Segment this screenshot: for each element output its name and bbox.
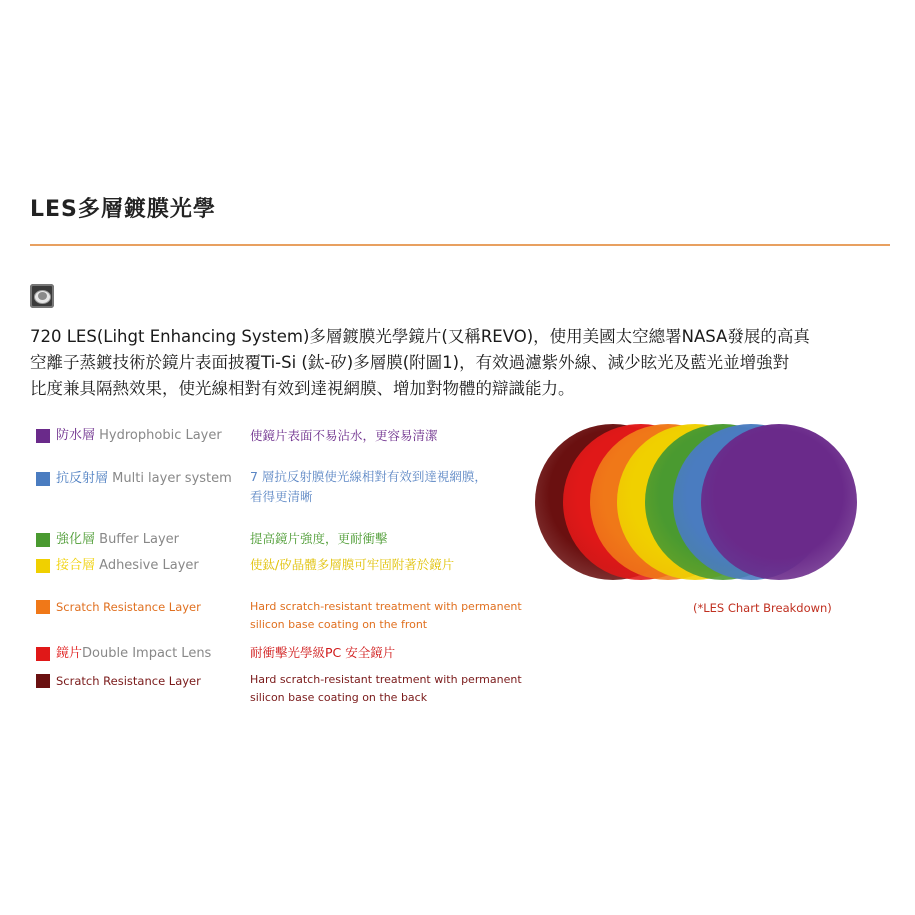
layer-label bbox=[56, 671, 201, 691]
layer-label bbox=[56, 426, 222, 446]
chart-caption: (*LES Chart Breakdown) bbox=[693, 601, 832, 615]
intro-line: 720 LES(Lihgt Enhancing System)多層鍍膜光學鏡片(又稱REVO)，使用美國太空總署NASA發展的高真 bbox=[30, 327, 810, 346]
intro-line: 空離子蒸鍍技術於鏡片表面披覆Ti-Si (鈦-矽)多層膜(附圖1)，有效過濾紫外線、減少眩光及藍光並增強對 bbox=[30, 353, 790, 372]
layer-desc-adhesive bbox=[250, 555, 540, 575]
lens-icon bbox=[30, 284, 54, 308]
layer-label bbox=[56, 556, 199, 576]
les-layer-chart bbox=[535, 424, 865, 584]
desc-line: 提高鏡片強度，更耐衝擊 bbox=[250, 531, 388, 546]
intro-line: 比度兼具隔熱效果，使光線相對有效到達視網膜、增加對物體的辯識能力。 bbox=[30, 379, 575, 398]
layer-desc-buffer bbox=[250, 529, 540, 549]
swatch-blue bbox=[36, 472, 50, 486]
desc-line: 使鈦/矽晶體多層膜可牢固附著於鏡片 bbox=[250, 557, 455, 572]
layer-label-en: Scratch Resistance Layer bbox=[56, 674, 201, 688]
desc-line: Hard scratch-resistant treatment with permanent bbox=[250, 600, 522, 613]
layer-label-en: Scratch Resistance Layer bbox=[56, 600, 201, 614]
swatch-dark-red bbox=[36, 674, 50, 688]
layer-label-en: Adhesive Layer bbox=[95, 558, 199, 573]
swatch-purple bbox=[36, 429, 50, 443]
desc-line: silicon base coating on the front bbox=[250, 618, 428, 631]
layer-label-en: Multi layer system bbox=[108, 471, 232, 486]
layer-desc-anti-reflection bbox=[250, 467, 540, 507]
layer-label bbox=[56, 469, 232, 489]
layer-label-en: Buffer Layer bbox=[95, 532, 179, 547]
layer-desc-hydrophobic bbox=[250, 426, 540, 446]
layer-label-zh: 強化層 bbox=[56, 532, 96, 547]
swatch-red bbox=[36, 647, 50, 661]
desc-line: 耐衝擊光學級PC 安全鏡片 bbox=[250, 645, 396, 660]
desc-line: 使鏡片表面不易沾水，更容易清潔 bbox=[250, 428, 438, 443]
intro-text bbox=[30, 324, 890, 402]
layer-desc-scratch-front bbox=[250, 598, 540, 634]
layer-label bbox=[56, 530, 179, 550]
swatch-yellow bbox=[36, 559, 50, 573]
layer-label-en: Double Impact Lens bbox=[82, 646, 212, 661]
layer-desc-lens bbox=[250, 643, 540, 663]
layer-label-zh: 抗反射層 bbox=[56, 471, 109, 486]
layer-label-en: Hydrophobic Layer bbox=[95, 428, 222, 443]
desc-line: Hard scratch-resistant treatment with permanent bbox=[250, 673, 522, 686]
desc-line: 7 層抗反射膜使光線相對有效到達視網膜， bbox=[250, 469, 487, 484]
divider bbox=[30, 244, 890, 246]
swatch-green bbox=[36, 533, 50, 547]
layer-desc-scratch-back bbox=[250, 671, 540, 707]
page-title: LES多層鍍膜光學 bbox=[30, 197, 216, 222]
layer-label-zh: 接合層 bbox=[56, 558, 96, 573]
desc-line: silicon base coating on the back bbox=[250, 691, 428, 704]
layer-label-zh: 鏡片 bbox=[56, 646, 83, 661]
layer-label bbox=[56, 597, 201, 617]
layer-circle-purple bbox=[701, 424, 857, 580]
layer-label-zh: 防水層 bbox=[56, 428, 96, 443]
desc-line: 看得更清晰 bbox=[250, 489, 313, 504]
swatch-orange bbox=[36, 600, 50, 614]
layer-label bbox=[56, 644, 211, 664]
